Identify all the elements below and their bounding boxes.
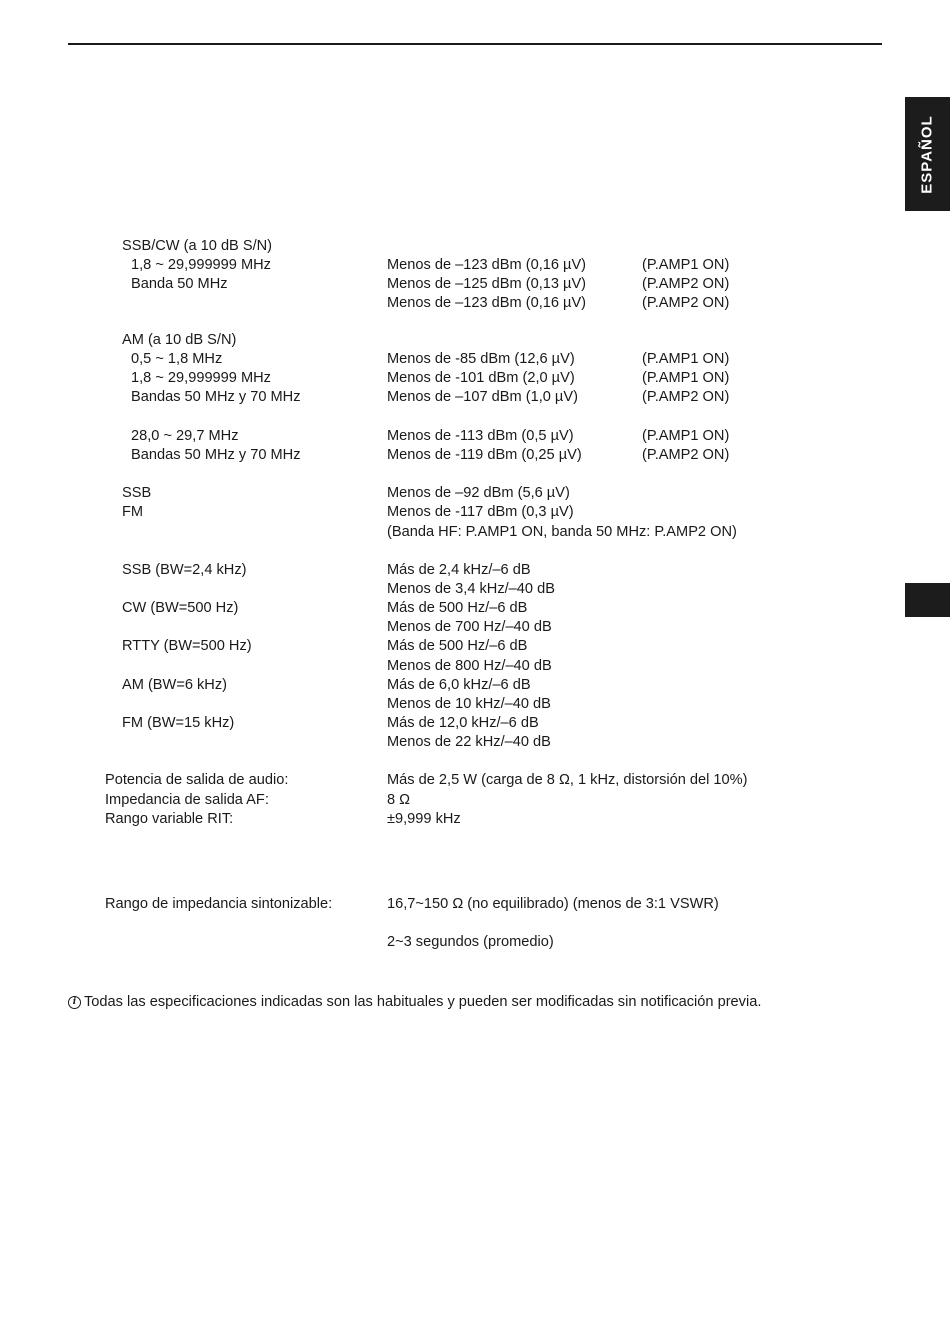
spec-value: Menos de –125 dBm (0,13 µV) bbox=[387, 276, 587, 292]
spec-label: SSB (BW=2,4 kHz) bbox=[122, 562, 247, 578]
spec-row bbox=[0, 809, 900, 829]
spec-value: Más de 12,0 kHz/–6 dB bbox=[387, 715, 539, 731]
spec-value: Menos de -119 dBm (0,25 µV) bbox=[387, 447, 582, 463]
spec-note: (P.AMP2 ON) bbox=[642, 389, 730, 405]
spec-row bbox=[0, 236, 900, 256]
spec-note: (P.AMP2 ON) bbox=[642, 276, 730, 292]
spec-note: (P.AMP1 ON) bbox=[642, 257, 730, 273]
footnote-text: Todas las especificaciones indicadas son las habituales y pueden ser modificadas sin notificación previa. bbox=[84, 994, 762, 1010]
spec-value: (Banda HF: P.AMP1 ON, banda 50 MHz: P.AMP2 ON) bbox=[387, 524, 737, 540]
spec-row bbox=[0, 349, 900, 369]
spec-row bbox=[0, 274, 900, 294]
spec-label: AM (a 10 dB S/N) bbox=[122, 332, 237, 348]
spec-row bbox=[0, 560, 900, 580]
spec-value: Menos de -117 dBm (0,3 µV) bbox=[387, 504, 574, 520]
spec-value: ±9,999 kHz bbox=[387, 811, 461, 827]
spec-label: 1,8 ~ 29,999999 MHz bbox=[131, 370, 271, 386]
spec-label: FM (BW=15 kHz) bbox=[122, 715, 235, 731]
spec-value: Más de 6,0 kHz/–6 dB bbox=[387, 677, 531, 693]
info-icon: i bbox=[68, 996, 81, 1009]
language-tab-label: ESPAÑOL bbox=[919, 114, 936, 194]
spec-label: CW (BW=500 Hz) bbox=[122, 600, 239, 616]
spec-row bbox=[0, 732, 900, 752]
spec-row bbox=[0, 694, 900, 714]
spec-row bbox=[0, 522, 900, 542]
spec-row bbox=[0, 426, 900, 446]
spec-row bbox=[0, 293, 900, 313]
spec-row bbox=[0, 636, 900, 656]
spec-value: Más de 500 Hz/–6 dB bbox=[387, 600, 528, 616]
spec-value: Menos de –107 dBm (1,0 µV) bbox=[387, 389, 578, 405]
spec-value: Menos de -113 dBm (0,5 µV) bbox=[387, 428, 574, 444]
spec-row bbox=[0, 502, 900, 522]
spec-row bbox=[0, 483, 900, 503]
spec-row bbox=[0, 368, 900, 388]
spec-value: Más de 2,4 kHz/–6 dB bbox=[387, 562, 531, 578]
section-marker-block bbox=[905, 583, 950, 617]
spec-row bbox=[0, 675, 900, 695]
spec-value: Menos de 3,4 kHz/–40 dB bbox=[387, 581, 555, 597]
spec-row bbox=[0, 330, 900, 350]
spec-row bbox=[0, 579, 900, 599]
spec-label: Impedancia de salida AF: bbox=[105, 792, 269, 808]
spec-label: RTTY (BW=500 Hz) bbox=[122, 638, 252, 654]
spec-row bbox=[0, 770, 900, 790]
spec-row bbox=[0, 255, 900, 275]
spec-label: FM bbox=[122, 504, 144, 520]
spec-value: Menos de –123 dBm (0,16 µV) bbox=[387, 295, 587, 311]
spec-note: (P.AMP1 ON) bbox=[642, 428, 730, 444]
spec-label: 28,0 ~ 29,7 MHz bbox=[131, 428, 239, 444]
spec-value: Más de 2,5 W (carga de 8 Ω, 1 kHz, distorsión del 10%) bbox=[387, 772, 748, 788]
spec-label: Rango de impedancia sintonizable: bbox=[105, 896, 333, 912]
spec-label: Bandas 50 MHz y 70 MHz bbox=[131, 447, 301, 463]
spec-label: Banda 50 MHz bbox=[131, 276, 228, 292]
spec-note: (P.AMP1 ON) bbox=[642, 370, 730, 386]
spec-value: 2~3 segundos (promedio) bbox=[387, 934, 554, 950]
spec-value: Menos de –92 dBm (5,6 µV) bbox=[387, 485, 570, 501]
spec-row bbox=[0, 617, 900, 637]
spec-row bbox=[0, 713, 900, 733]
spec-row bbox=[0, 656, 900, 676]
spec-value: Menos de –123 dBm (0,16 µV) bbox=[387, 257, 587, 273]
spec-value: Menos de 22 kHz/–40 dB bbox=[387, 734, 551, 750]
spec-value: Menos de -85 dBm (12,6 µV) bbox=[387, 351, 575, 367]
spec-row bbox=[0, 932, 900, 952]
spec-value: Menos de 800 Hz/–40 dB bbox=[387, 658, 552, 674]
spec-note: (P.AMP1 ON) bbox=[642, 351, 730, 367]
spec-row bbox=[0, 790, 900, 810]
spec-value: 8 Ω bbox=[387, 792, 411, 808]
spec-label: SSB/CW (a 10 dB S/N) bbox=[122, 238, 273, 254]
spec-label: 1,8 ~ 29,999999 MHz bbox=[131, 257, 271, 273]
spec-row bbox=[0, 387, 900, 407]
spec-row bbox=[0, 445, 900, 465]
spec-label: Potencia de salida de audio: bbox=[105, 772, 289, 788]
spec-note: (P.AMP2 ON) bbox=[642, 447, 730, 463]
spec-value: Menos de -101 dBm (2,0 µV) bbox=[387, 370, 575, 386]
footnote bbox=[68, 992, 761, 1012]
spec-value: Más de 500 Hz/–6 dB bbox=[387, 638, 528, 654]
spec-value: Menos de 10 kHz/–40 dB bbox=[387, 696, 551, 712]
spec-note: (P.AMP2 ON) bbox=[642, 295, 730, 311]
spec-value: Menos de 700 Hz/–40 dB bbox=[387, 619, 552, 635]
spec-label: Bandas 50 MHz y 70 MHz bbox=[131, 389, 301, 405]
spec-row bbox=[0, 598, 900, 618]
spec-label: 0,5 ~ 1,8 MHz bbox=[131, 351, 223, 367]
spec-value: 16,7~150 Ω (no equilibrado) (menos de 3:1 VSWR) bbox=[387, 896, 719, 912]
language-tab bbox=[905, 97, 950, 211]
spec-row bbox=[0, 894, 900, 914]
spec-label: Rango variable RIT: bbox=[105, 811, 234, 827]
top-rule bbox=[68, 43, 882, 45]
spec-label: SSB bbox=[122, 485, 152, 501]
spec-label: AM (BW=6 kHz) bbox=[122, 677, 227, 693]
